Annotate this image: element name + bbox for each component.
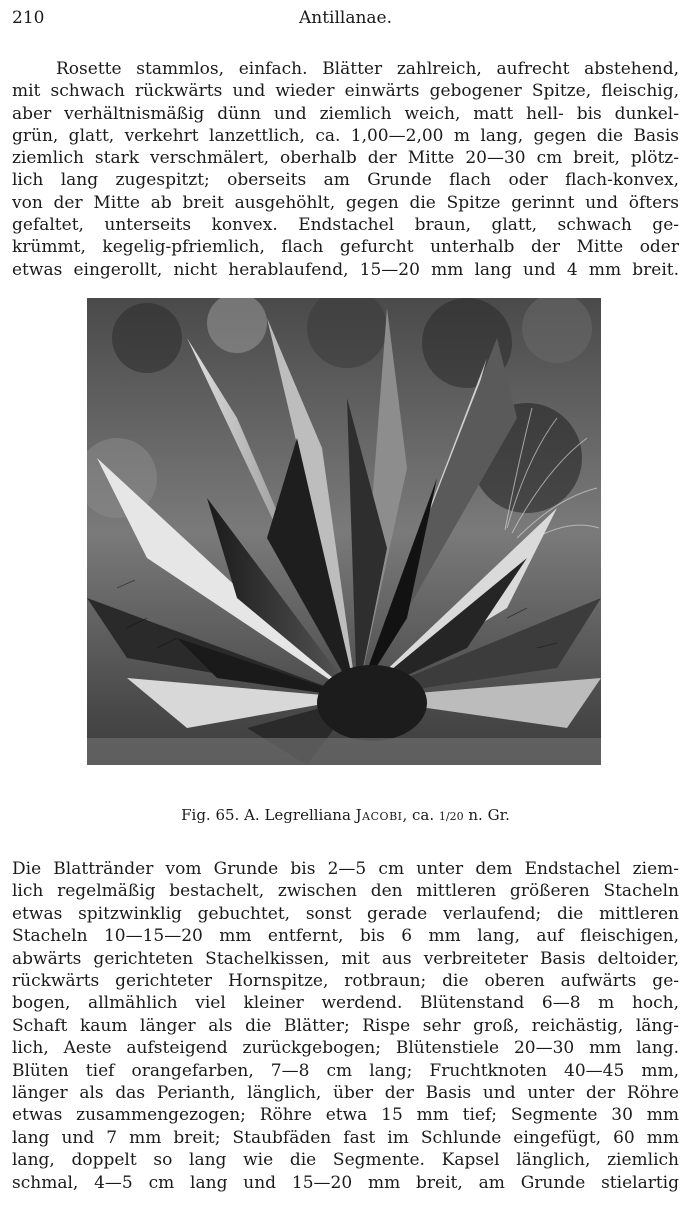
text-line: länger als das Perianth, länglich, über der Basis und unter der Röhre [12,1083,679,1104]
text-line: mit schwach rückwärts und wieder einwärts gebogener Spitze, fleischig, [12,81,679,102]
text-line: krümmt, kegelig-pfriemlich, flach gefurcht unterhalb der Mitte oder [12,237,679,258]
text-line: aber verhältnismäßig dünn und ziemlich weich, matt hell- bis dunkel- [12,103,679,124]
text-line: Rosette stammlos, einfach. Blätter zahlreich, aufrecht abstehend, [56,59,679,79]
agave-photograph [87,298,601,765]
text-line: lang und 7 mm breit; Staubfäden fast im Schlunde eingefügt, 60 mm [12,1127,679,1148]
text-line: rückwärts gerichteter Hornspitze, rotbraun; die oberen aufwärts ge- [12,971,679,992]
text-line: Stacheln 10—15—20 mm entfernt, bis 6 mm lang, auf fleischigen, [12,926,679,947]
running-title: Antillanae. [298,8,393,28]
text-line: abwärts gerichteten Stachelkissen, mit aus verbreiteter Basis deltoider, [12,948,679,969]
text-line: Schaft kaum länger als die Blätter; Rispe sehr groß, reichästig, läng- [12,1015,679,1036]
text-line: Blüten tief orangefarben, 7—8 cm lang; Fruchtknoten 40—45 mm, [12,1060,679,1081]
text-line: von der Mitte ab breit ausgehöhlt, gegen die Spitze gerinnt und öfters [12,192,679,213]
text-line: etwas zusammengezogen; Röhre etwa 15 mm tief; Segmente 30 mm [12,1105,679,1126]
text-line: gefaltet, unterseits konvex. Endstachel braun, glatt, schwach ge- [12,215,679,236]
caption-suffix: n. Gr. [463,806,510,824]
text-line: etwas eingerollt, nicht herablaufend, 15—20 mm lang und 4 mm breit. [12,259,679,280]
text-line: lich lang zugespitzt; oberseits am Grunde flach oder flach-konvex, [12,170,679,191]
text-line: bogen, allmählich viel kleiner werdend. Blütenstand 6—8 m hoch, [12,993,679,1014]
text-line: lich, Aeste aufsteigend zurückgebogen; Blütenstiele 20—30 mm lang. [12,1038,679,1059]
page-header [12,8,679,34]
text-line: Die Blattränder vom Grunde bis 2—5 cm unter dem Endstachel ziem- [12,859,679,879]
paragraph-description-margins-flowers [12,858,679,1194]
text-line: schmal, 4—5 cm lang und 15—20 mm breit, am Grunde stielartig [12,1172,679,1193]
figure-caption [12,806,679,824]
text-line: lich regelmäßig bestachelt, zwischen den mittleren größeren Stacheln [12,881,679,902]
page-number: 210 [12,8,45,28]
caption-scale-fraction: 1/20 [438,810,464,823]
caption-mid: , ca. [402,806,439,824]
caption-author: Jacobi [355,806,403,824]
caption-text: Fig. 65. A. Legrelliana [181,806,351,824]
text-line: lang, doppelt so lang wie die Segmente. Kapsel länglich, ziemlich [12,1150,679,1171]
text-line: grün, glatt, verkehrt lanzettlich, ca. 1,00—2,00 m lang, gegen die Basis [12,125,679,146]
text-line: ziemlich stark verschmälert, oberhalb der Mitte 20—30 cm breit, plötz- [12,148,679,169]
paragraph-description-leaves [12,58,679,281]
text-line: etwas spitzwinklig gebuchtet, sonst gerade verlaufend; die mittleren [12,903,679,924]
